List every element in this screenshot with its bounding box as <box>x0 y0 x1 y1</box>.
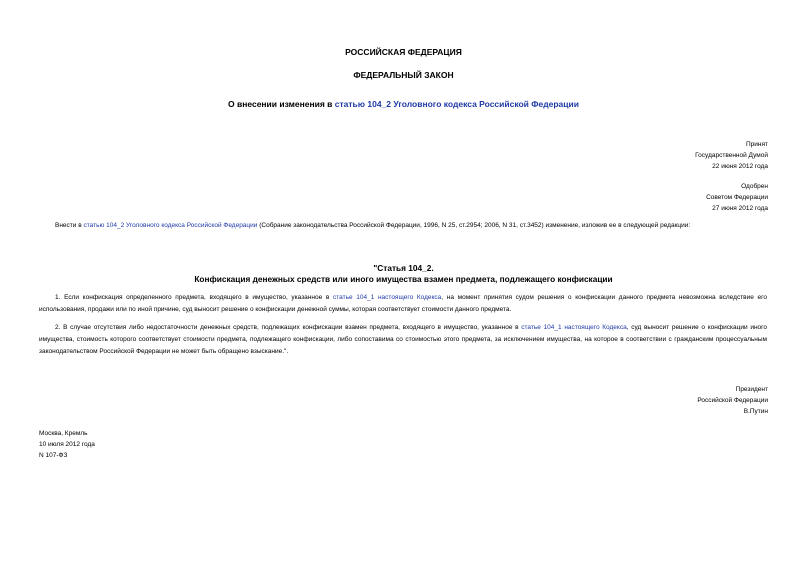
paragraph-2-after: , суд выносит решение о конфискации иного имущества, стоимость которого соответствует стоимости предмета, подлежащего конфискации, либо сопоставима со стоимостью этого предмета, за исключением имущества, на которое в соответствии с гражданским процессуальным законодательством Российской Федерации не может быть обращено взыскание.". <box>39 324 768 355</box>
place-city: Москва, Кремль <box>39 430 88 437</box>
paragraph-2-before: 2. В случае отсутствия либо недостаточности денежных средств, подлежащих конфискации взамен предмета, входящего в имущество, указанное в <box>55 324 522 331</box>
law-title-prefix: О внесении изменения в <box>228 99 335 109</box>
law-title-link[interactable]: статью 104_2 Уголовного кодекса Российской Федерации <box>334 99 579 109</box>
signer-name: В.Путин <box>743 408 768 415</box>
article-heading <box>0 263 807 285</box>
law-number: N 107-ФЗ <box>39 452 68 459</box>
paragraph-1-before: 1. Если конфискация определенного предмета, входящего в имущество, указанное в <box>55 294 333 301</box>
approved-date: 27 июня 2012 года <box>712 205 768 212</box>
amendment-prefix: Внести в <box>55 222 84 229</box>
adopted-block <box>695 139 768 172</box>
amendment-suffix: (Собрание законодательства Российской Федерации, 1996, N 25, ст.2954; 2006, N 31, ст.3452) изменение, изложив ее в следующей редакции: <box>257 222 691 229</box>
article-paragraph-2 <box>39 322 767 358</box>
article-number: "Статья 104_2. <box>373 263 434 273</box>
place-date-block <box>39 428 95 461</box>
paragraph-1-link[interactable]: статье 104_1 настоящего Кодекса <box>332 294 442 301</box>
country-heading: РОССИЙСКАЯ ФЕДЕРАЦИЯ <box>345 47 462 57</box>
signer-country: Российской Федерации <box>697 397 768 404</box>
signer-title: Президент <box>735 386 768 393</box>
adopted-label: Принят <box>745 141 768 148</box>
approved-body: Советом Федерации <box>706 194 768 201</box>
adopted-body: Государственной Думой <box>695 152 768 159</box>
article-title: Конфискация денежных средств или иного имущества взамен предмета, подлежащего конфискации <box>194 274 613 284</box>
paragraph-1-after: , на момент принятия судом решения о конфискации данного предмета невозможна вследствие его использования, продажи или по иной причине, суд выносит решение о конфискации денежной суммы, которая соответствует стоимости данного предмета. <box>39 294 767 313</box>
approved-block <box>706 181 768 214</box>
amendment-link[interactable]: статью 104_2 Уголовного кодекса Российской Федерации <box>83 222 258 229</box>
adopted-date: 22 июня 2012 года <box>712 163 768 170</box>
place-date: 10 июля 2012 года <box>39 441 95 448</box>
law-kind-heading: ФЕДЕРАЛЬНЫЙ ЗАКОН <box>353 70 454 80</box>
signature-block <box>697 384 768 417</box>
article-paragraph-1 <box>39 292 767 316</box>
paragraph-2-link[interactable]: статье 104_1 настоящего Кодекса <box>521 324 627 331</box>
approved-label: Одобрен <box>741 183 768 190</box>
amendment-text <box>55 222 690 229</box>
law-title <box>0 99 807 109</box>
